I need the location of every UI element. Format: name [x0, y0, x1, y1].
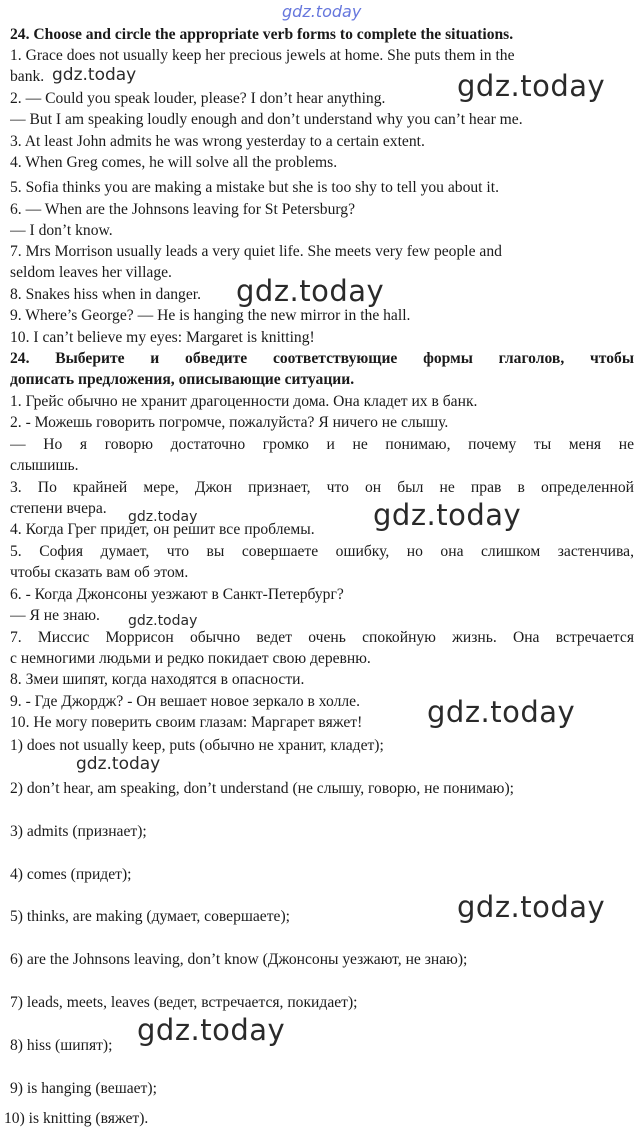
text-line: — Я не знаю. — [10, 607, 100, 624]
text-line: bank. — [10, 68, 45, 85]
watermark: gdz.today — [137, 1013, 286, 1047]
text-line: 10. I can’t believe my eyes: Margaret is knitting! — [10, 329, 315, 346]
text-line: 2. - Можешь говорить погромче, пожалуйста? Я ничего не слышу. — [10, 414, 449, 431]
text-line: с немногими людьми и редко покидает свою деревню. — [10, 650, 371, 667]
text-line: 3. По крайней мере, Джон признает, что он был не прав в определенной — [10, 479, 634, 496]
watermark: gdz.today — [236, 274, 385, 308]
text-line: 7. Миссис Моррисон обычно ведет очень спокойную жизнь. Она встречается — [10, 629, 634, 646]
watermark: gdz.today — [128, 613, 198, 629]
text-line: — I don’t know. — [10, 222, 113, 239]
text-line: 7. Mrs Morrison usually leads a very quiet life. She meets very few people and — [10, 243, 502, 260]
watermark: gdz.today — [427, 695, 576, 729]
answer-item: 7) leads, meets, leaves (ведет, встречается, покидает); — [10, 994, 358, 1011]
answer-item: 6) are the Johnsons leaving, don’t know (Джонсоны уезжают, не знаю); — [10, 951, 468, 968]
answer-item: 4) comes (придет); — [10, 866, 132, 883]
text-line: 8. Snakes hiss when in danger. — [10, 286, 202, 303]
watermark: gdz.today — [457, 69, 606, 103]
text-line: 9. - Где Джордж? - Он вешает новое зеркало в холле. — [10, 693, 360, 710]
watermark-top: gdz.today — [282, 2, 362, 21]
text-line: — But I am speaking loudly enough and don’t understand why you can’t hear me. — [10, 111, 523, 128]
text-line: 4. Когда Грег придет, он решит все проблемы. — [10, 521, 315, 538]
answer-item: 3) admits (признает); — [10, 823, 147, 840]
exercise-heading-en: 24. Choose and circle the appropriate verb forms to complete the situations. — [10, 26, 514, 43]
text-line: степени вчера. — [10, 500, 107, 517]
exercise-heading-ru: 24. Выберите и обведите соответствующие формы глаголов, чтобы — [10, 350, 634, 367]
answer-item: 9) is hanging (вешает); — [10, 1080, 157, 1097]
text-line: 5. Sofia thinks you are making a mistake but she is too shy to tell you about it. — [10, 179, 499, 196]
answer-item: 1) does not usually keep, puts (обычно не хранит, кладет); — [10, 737, 384, 754]
text-line: 5. София думает, что вы совершаете ошибку, но она слишком застенчива, — [10, 543, 634, 560]
text-line: 3. At least John admits he was wrong yesterday to a certain extent. — [10, 133, 425, 150]
text-line: 1. Грейс обычно не хранит драгоценности дома. Она кладет их в банк. — [10, 393, 478, 410]
text-line: 6. - Когда Джонсоны уезжают в Санкт-Петербург? — [10, 586, 344, 603]
answer-item: 2) don’t hear, am speaking, don’t understand (не слышу, говорю, не понимаю); — [10, 780, 514, 797]
answer-item: 10) is knitting (вяжет). — [4, 1110, 149, 1127]
watermark: gdz.today — [128, 509, 198, 525]
watermark: gdz.today — [373, 498, 522, 532]
text-line: seldom leaves her village. — [10, 264, 172, 281]
watermark: gdz.today — [457, 890, 606, 924]
text-line: 9. Where’s George? — He is hanging the new mirror in the hall. — [10, 307, 411, 324]
text-line: 10. Не могу поверить своим глазам: Маргарет вяжет! — [10, 714, 363, 731]
answer-item: 8) hiss (шипят); — [10, 1037, 113, 1054]
text-line: 2. — Could you speak louder, please? I don’t hear anything. — [10, 90, 386, 107]
exercise-heading-ru: дописать предложения, описывающие ситуации. — [10, 371, 355, 388]
text-line: чтобы сказать вам об этом. — [10, 564, 189, 581]
text-line: 8. Змеи шипят, когда находятся в опасности. — [10, 671, 305, 688]
watermark: gdz.today — [76, 754, 161, 774]
watermark: gdz.today — [52, 65, 137, 85]
text-line: — Но я говорю достаточно громко и не понимаю, почему ты меня не — [10, 436, 634, 453]
answer-item: 5) thinks, are making (думает, совершаете); — [10, 908, 290, 925]
text-line: 6. — When are the Johnsons leaving for St Petersburg? — [10, 201, 356, 218]
text-line: слышишь. — [10, 457, 79, 474]
text-line: 1. Grace does not usually keep her precious jewels at home. She puts them in the — [10, 47, 515, 64]
text-line: 4. When Greg comes, he will solve all the problems. — [10, 154, 338, 171]
